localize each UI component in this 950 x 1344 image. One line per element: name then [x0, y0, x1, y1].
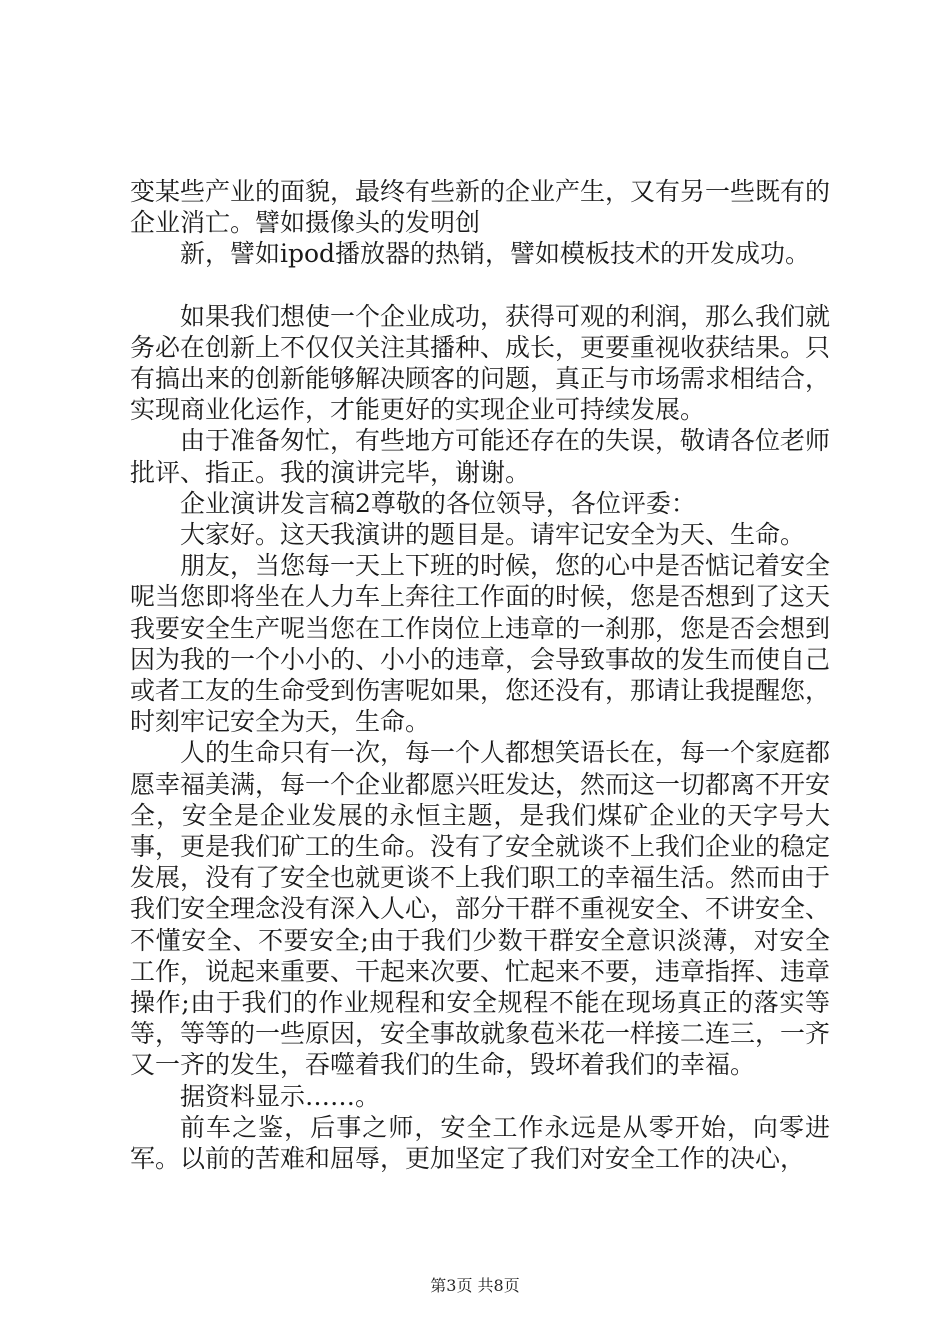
- paragraph-continued: 变某些产业的面貌，最终有些新的企业产生，又有另一些既有的企业消亡。譬如摄像头的发明创: [130, 177, 831, 238]
- document-body: [130, 176, 830, 1174]
- paragraph-lessons: 前车之鉴，后事之师，安全工作永远是从零开始，向零进军。以前的苦难和屈辱，更加坚定了我们对安全工作的决心，: [130, 1112, 830, 1174]
- paragraph-life-safety: 人的生命只有一次，每一个人都想笑语长在，每一个家庭都愿幸福美满，每一个企业都愿兴旺发达，然而这一切都离不开安全，安全是企业发展的永恒主题，是我们煤矿企业的天字号大事，更是我们矿工的生命。没有了安全就谈不上我们企业的稳定发展，没有了安全也就更谈不上我们职工的幸福生活。然而由于我们安全理念没有深入人心，部分干群不重视安全、不讲安全、不懂安全、不要安全;由于我们少数干群安全意识淡薄，对安全工作，说起来重要、干起来次要、忙起来不要，违章指挥、违章操作;由于我们的作业规程和安全规程不能在现场真正的落实等等，等等的一些原因，安全事故就象苞米花一样接二连三，一齐又一齐的发生，吞噬着我们的生命，毁坏着我们的幸福。: [130, 738, 831, 1080]
- page-number-footer: 第3页 共8页: [430, 1276, 520, 1295]
- paragraph-closing-remarks: 由于准备匆忙，有些地方可能还存在的失误，敬请各位老师批评、指正。我的演讲完毕，谢谢。: [130, 426, 831, 487]
- paragraph-data-shows: 据资料显示……。: [180, 1081, 381, 1111]
- speech-2-heading: 企业演讲发言稿2尊敬的各位领导，各位评委：: [180, 488, 696, 518]
- paragraph-friend-question: 朋友，当您每一天上下班的时候，您的心中是否惦记着安全呢当您即将坐在人力车上奔往工作面的时候，您是否想到了这天我要安全生产呢当您在工作岗位上违章的一刹那，您是否会想到因为我的一个小小的、小小的违章，会导致事故的发生而使自己或者工友的生命受到伤害呢如果，您还没有，那请让我提醒您，时刻牢记安全为天，生命。: [130, 551, 831, 737]
- paragraph-enterprise-success: 如果我们想使一个企业成功，获得可观的利润，那么我们就务必在创新上不仅仅关注其播种、成长，更要重视收获结果。只有搞出来的创新能够解决顾客的问题，真正与市场需求相结合，实现商业化运作，才能更好的实现企业可持续发展。: [130, 301, 831, 425]
- paragraph-greeting: 大家好。这天我演讲的题目是。请牢记安全为天、生命。: [180, 520, 806, 550]
- paragraph-innovation-examples: 新，譬如ipod播放器的热销，譬如模板技术的开发成功。: [180, 239, 811, 269]
- paragraph-gap: [130, 270, 830, 301]
